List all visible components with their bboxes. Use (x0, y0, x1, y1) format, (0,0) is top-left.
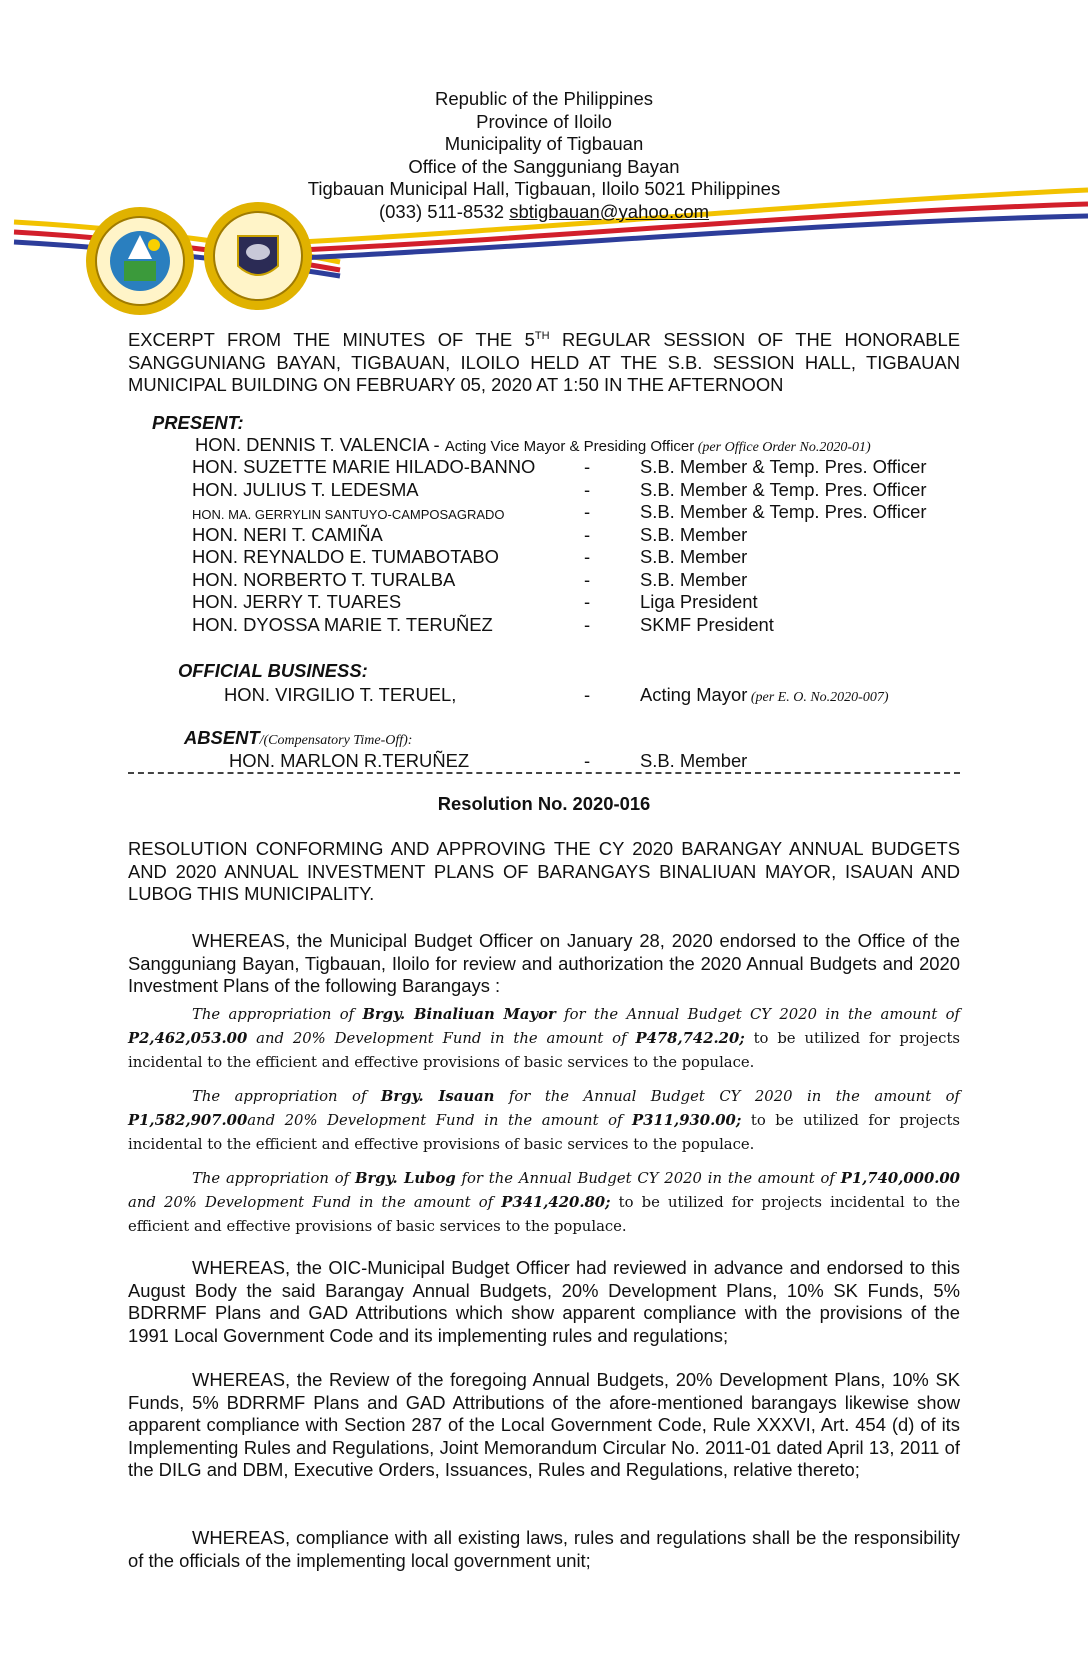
whereas-paragraph-3: WHEREAS, the Review of the foregoing Annual Budgets, 20% Development Plans, 10% SK Funds, 5% BDRRMF Plans and GAD Attributions of the afore-mentioned barangays likewise show apparent compliance with Section 287 of the Local Government Code, Rule XXXVI, Art. 454 (d) of its Implementing Rules and Regulations, Joint Memorandum Circular No. 2011-01 dated April 13, 2011 of the DILG and DBM, Executive Orders, Issuances, Rules and Regulations, relative thereto; (128, 1369, 960, 1480)
member-name: HON. MA. GERRYLIN SANTUYO-CAMPOSAGRADO (192, 507, 505, 522)
barangay-name: Brgy. Binaliuan Mayor (362, 1006, 556, 1023)
member-dash: - (584, 523, 591, 545)
appropriation-paragraph: The appropriation of Brgy. Lubog for the Annual Budget CY 2020 in the amount of P1,740,000.00 and 20% Development Fund in the amount of P341,420.80; to be utilized for projects incidental to the efficient and effective provisions of basic services to the populace. (128, 1170, 961, 1235)
budget-amount: P2,462,053.00 (128, 1030, 248, 1047)
member-role: S.B. Member (640, 523, 748, 545)
member-dash: - (584, 568, 591, 590)
office-line: Office of the Sangguniang Bayan (408, 155, 680, 177)
republic-line: Republic of the Philippines (434, 88, 654, 109)
member-role: S.B. Member & Temp. Pres. Officer (640, 501, 927, 522)
budget-amount: P1,582,907.00 (128, 1112, 248, 1129)
member-role: S.B. Member (640, 568, 748, 590)
member-name: HON. NERI T. CAMIÑA (192, 523, 383, 545)
presiding-officer-row: HON. DENNIS T. VALENCIA - Acting Vice Mayor & Presiding Officer (per Office Order No.2020-01) (195, 434, 871, 455)
section-divider (128, 772, 960, 774)
budget-amount: P1,740,000.00 (840, 1170, 960, 1187)
member-role: S.B. Member & Temp. Pres. Officer (640, 478, 927, 500)
official-name: HON. VIRGILIO T. TERUEL, (224, 684, 457, 705)
email-link[interactable]: sbtigbauan@yahoo.com (509, 200, 710, 222)
member-dash: - (584, 546, 591, 567)
contact-line (0, 201, 1088, 224)
development-fund-amount: P311,930.00; (632, 1112, 742, 1129)
resolution-title: RESOLUTION CONFORMING AND APPROVING THE CY 2020 BARANGAY ANNUAL BUDGETS AND 2020 ANNUAL INVESTMENT PLANS OF BARANGAYS BINALIUAN MAYOR, ISAUAN AND LUBOG THIS MUNICIPALITY. (128, 838, 960, 904)
present-label: PRESENT: (152, 412, 244, 433)
member-dash: - (584, 501, 591, 522)
member-dash: - (584, 613, 591, 635)
member-name: HON. JULIUS T. LEDESMA (192, 478, 419, 500)
presiding-role: Acting Vice Mayor & Presiding Officer (444, 438, 695, 455)
phone-number: (033) 511-8532 (378, 200, 505, 222)
absent-role: S.B. Member (640, 750, 748, 771)
member-role: S.B. Member (640, 546, 748, 567)
whereas-paragraph-4: WHEREAS, compliance with all existing laws, rules and regulations shall be the responsibility of the officials of the implementing local government unit; (128, 1527, 960, 1571)
presiding-note: (per Office Order No.2020-01) (694, 440, 871, 455)
address-line: Tigbauan Municipal Hall, Tigbauan, Iloilo 5021 Philippines (307, 178, 781, 199)
letterhead-text (0, 88, 1088, 223)
member-dash: - (584, 456, 591, 477)
development-fund-amount: P478,742.20; (635, 1030, 745, 1047)
letterhead (0, 0, 1088, 320)
appropriation-paragraph: The appropriation of Brgy. Binaliuan Mayor for the Annual Budget CY 2020 in the amount of P2,462,053.00 and 20% Development Fund in the amount of P478,742.20; to be utilized for projects incidental to the efficient and effective provisions of basic services to the populace. (128, 1006, 960, 1071)
member-dash: - (584, 591, 591, 612)
member-role: SKMF President (640, 613, 774, 635)
barangay-name: Brgy. Lubog (354, 1170, 456, 1187)
whereas-paragraph-1: WHEREAS, the Municipal Budget Officer on January 28, 2020 endorsed to the Office of the Sangguniang Bayan, Tigbauan, Iloilo for review and authorization the 2020 Annual Budgets and 2020 Investment Plans of the following Barangays : (128, 930, 960, 996)
municipality-line: Municipality of Tigbauan (444, 133, 644, 154)
province-line: Province of Iloilo (476, 110, 612, 132)
official-dash: - (584, 684, 591, 705)
resolution-number: Resolution No. 2020-016 (437, 793, 651, 814)
member-name: HON. SUZETTE MARIE HILADO-BANNO (192, 456, 536, 477)
member-name: HON. REYNALDO E. TUMABOTABO (192, 546, 499, 567)
development-fund-amount: P341,420.80; (501, 1194, 611, 1211)
official-note: (per E. O. No.2020-007) (747, 690, 889, 705)
official-business-label: OFFICIAL BUSINESS: (178, 660, 368, 681)
member-name: HON. JERRY T. TUARES (192, 591, 402, 612)
absent-name: HON. MARLON R.TERUÑEZ (229, 750, 470, 771)
member-role: S.B. Member & Temp. Pres. Officer (640, 456, 927, 477)
whereas-paragraph-2: WHEREAS, the OIC-Municipal Budget Officer had reviewed in advance and endorsed to this August Body the said Barangay Annual Budgets, 20% Development Plans, 10% SK Funds, 5% BDRRMF Plans and GAD Attributions which show apparent compliance with the provisions of the 1991 Local Government Code and its implementing rules and regulations; (128, 1257, 960, 1346)
absent-dash: - (584, 750, 591, 771)
member-role: Liga President (640, 591, 758, 612)
excerpt-heading: EXCERPT FROM THE MINUTES OF THE 5TH REGULAR SESSION OF THE HONORABLE SANGGUNIANG BAYAN, TIGBAUAN, ILOILO HELD AT THE S.B. SESSION HALL, TIGBAUAN MUNICIPAL BUILDING ON FEBRUARY 05, 2020 AT 1:50 IN THE AFTERNOON (128, 329, 961, 396)
barangay-name: Brgy. Isauan (380, 1088, 495, 1105)
member-name: HON. DYOSSA MARIE T. TERUÑEZ (192, 613, 493, 635)
presiding-name: HON. DENNIS T. VALENCIA (195, 434, 429, 455)
member-name: HON. NORBERTO T. TURALBA (192, 568, 456, 590)
appropriation-paragraph: The appropriation of Brgy. Isauan for the Annual Budget CY 2020 in the amount of P1,582,907.00and 20% Development Fund in the amount of P311,930.00; to be utilized for projects incidental to the efficient and effective provisions of basic services to the populace. (128, 1088, 960, 1153)
official-role-row: Acting Mayor (per E. O. No.2020-007) (640, 684, 889, 705)
member-dash: - (584, 478, 591, 500)
absent-row-label: ABSENT/(Compensatory Time-Off): (184, 727, 413, 748)
